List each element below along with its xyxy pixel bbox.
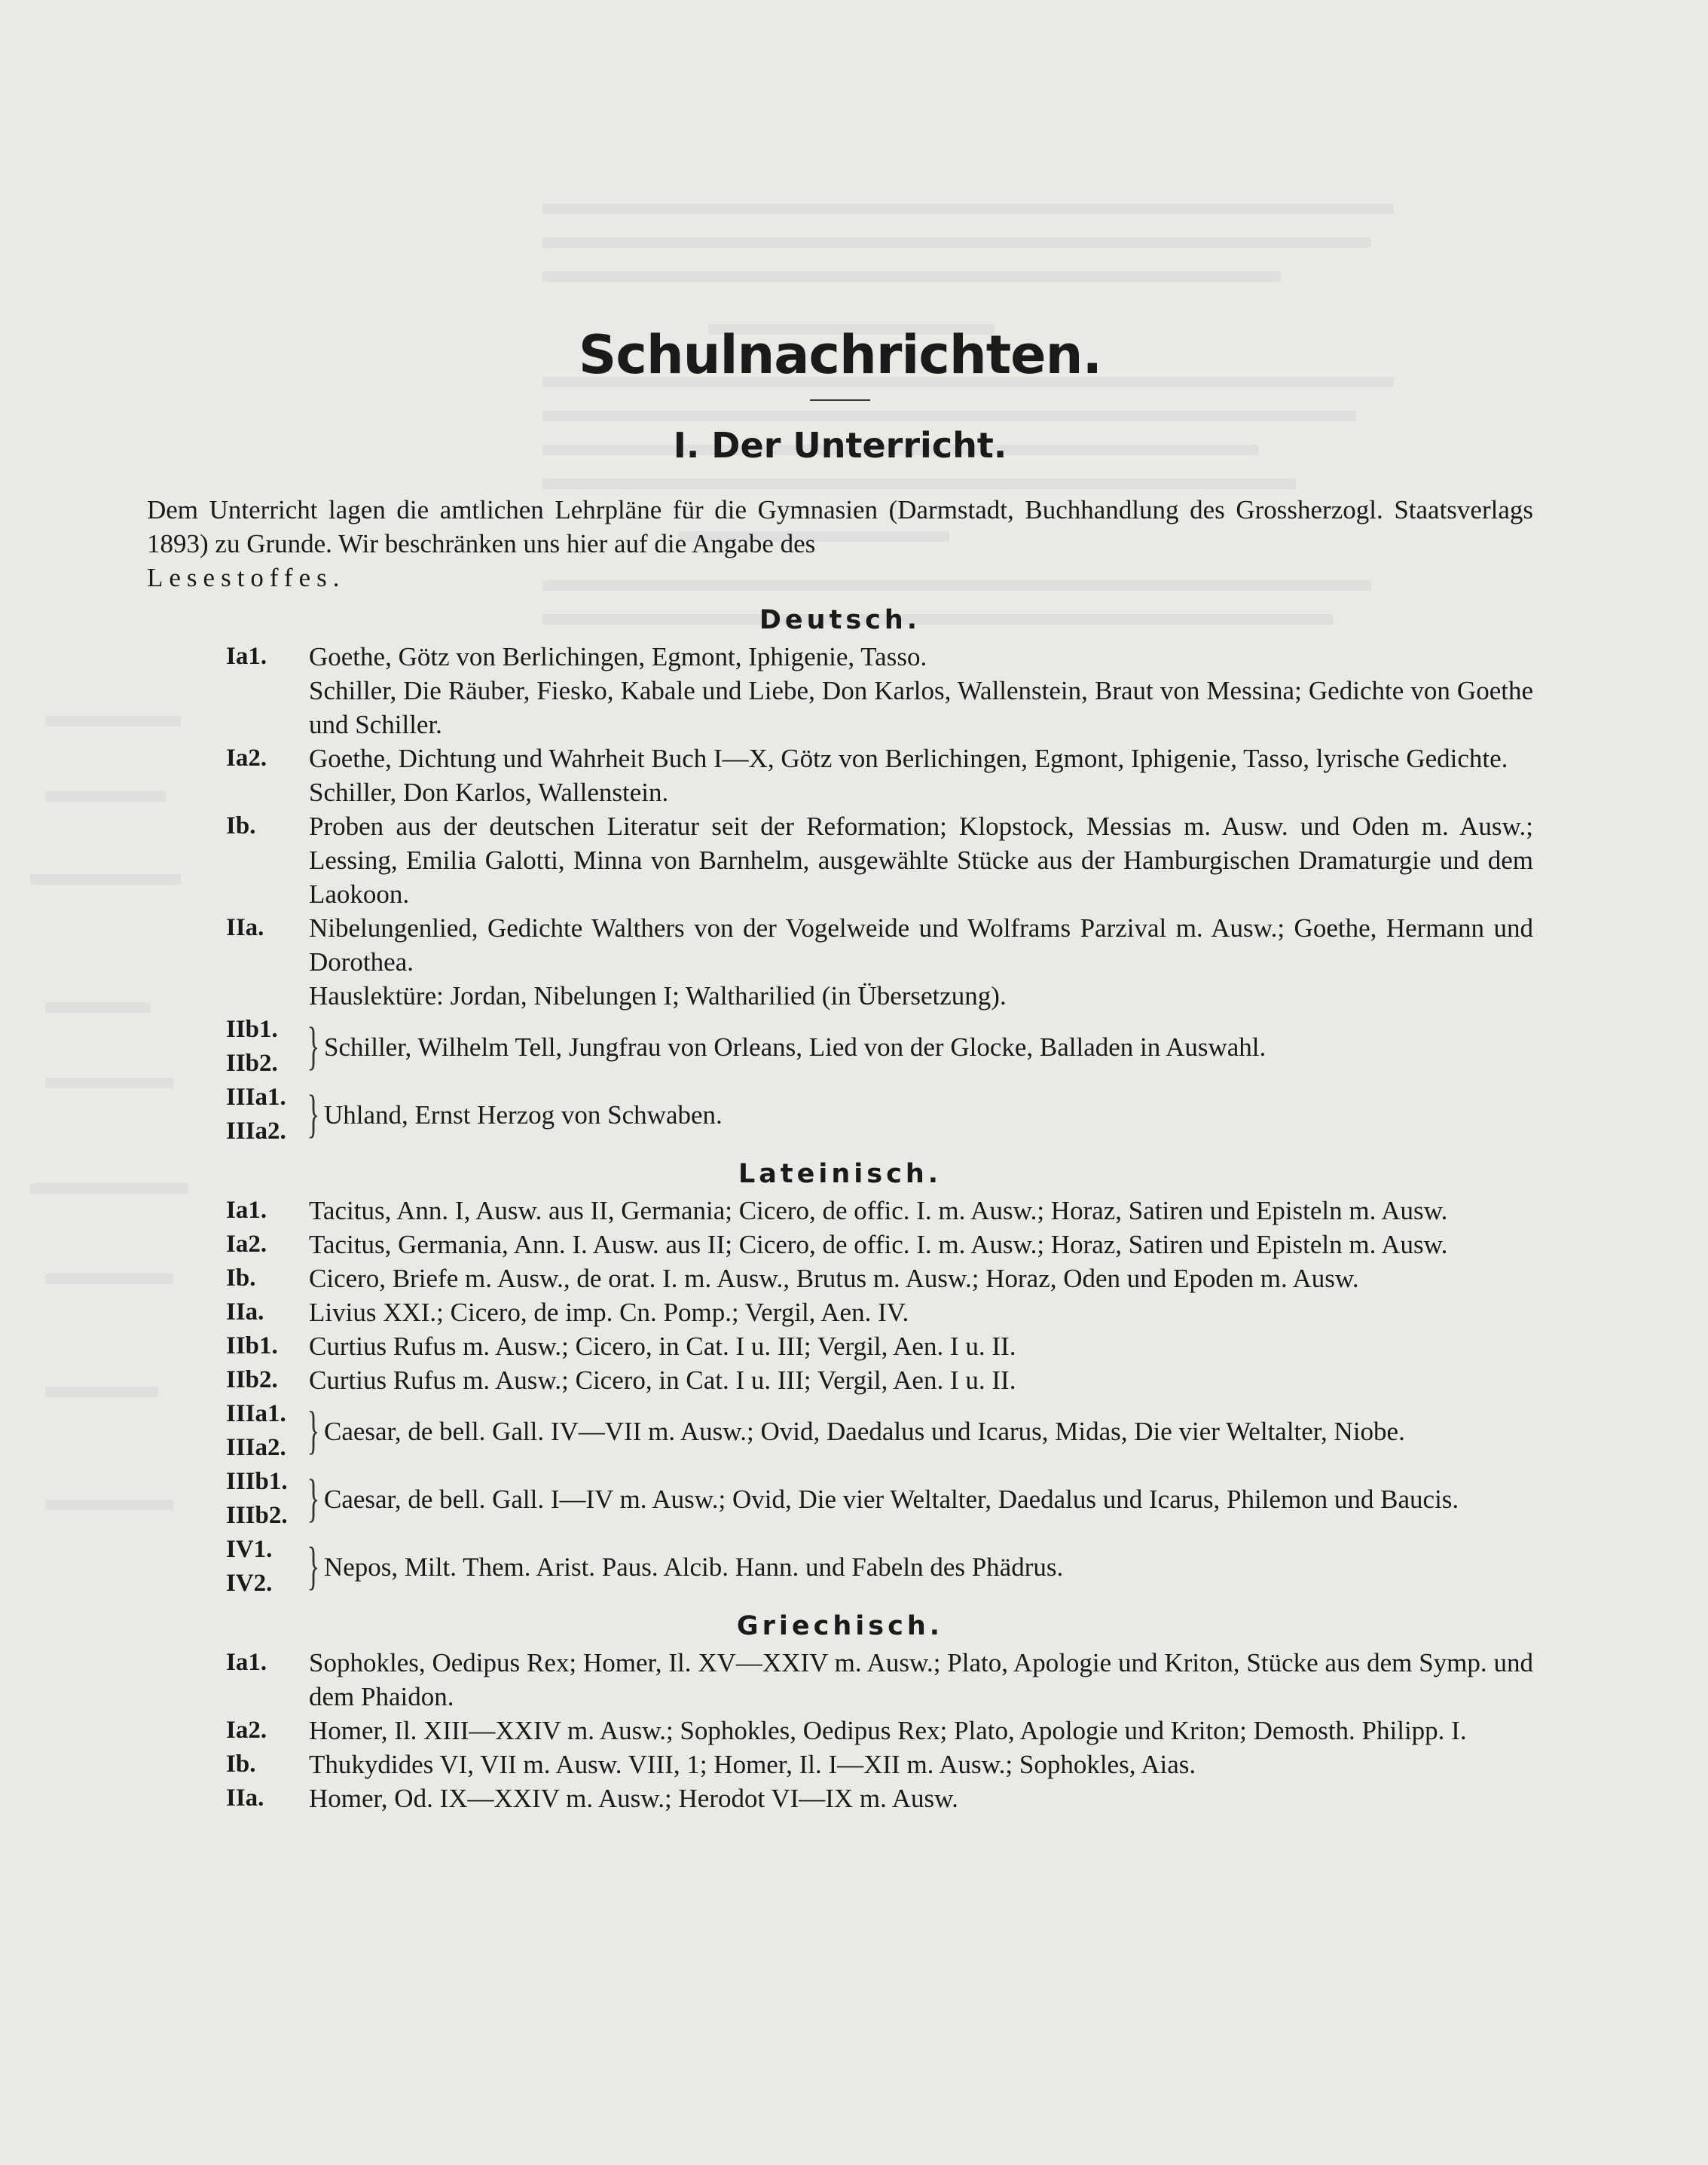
reading-text: Proben aus der deutschen Literatur seit der Reformation; Klopstock, Messias m. Ausw. und Oden m. Ausw.; Lessing, Emilia Galotti, Minna von Barnhelm, ausgewählte Stücke aus der Hamburgischen Dramaturgie und dem Laokoon. [309, 812, 1533, 909]
class-label: Ib. [226, 1264, 256, 1292]
class-label: Ia2. [226, 1231, 267, 1258]
list-item [147, 640, 1533, 674]
reading-text: Schiller, Die Räuber, Fiesko, Kabale und Liebe, Don Karlos, Wallenstein, Braut von Messina; Gedichte von Goethe und Schiller. [309, 676, 1533, 739]
list-item [147, 775, 1533, 809]
list-item-group [147, 1465, 1533, 1533]
intro-paragraph [147, 493, 1533, 595]
list-item [147, 1295, 1533, 1329]
brace-icon: } [307, 1017, 320, 1075]
class-label: IV1. [226, 1536, 273, 1563]
brace-icon: } [307, 1537, 320, 1595]
reading-text: Nibelungenlied, Gedichte Walthers von der Vogelweide und Wolframs Parzival m. Ausw.; Goethe, Hermann und Dorothea. [309, 913, 1533, 977]
reading-text: Thukydides VI, VII m. Ausw. VIII, 1; Homer, Il. I—XII m. Ausw.; Sophokles, Aias. [309, 1750, 1196, 1779]
reading-text: Homer, Il. XIII—XXIV m. Ausw.; Sophokles, Oedipus Rex; Plato, Apologie und Kriton; Demosth. Philipp. I. [309, 1716, 1467, 1745]
reading-text: Tacitus, Germania, Ann. I. Ausw. aus II; Cicero, de offic. I. m. Ausw.; Horaz, Satiren und Episteln m. Ausw. [309, 1230, 1448, 1259]
list-item [147, 979, 1533, 1013]
reading-text: Uhland, Ernst Herzog von Schwaben. [324, 1099, 723, 1130]
class-label: IIIa1. [226, 1084, 286, 1111]
class-label: IIb1. [226, 1332, 278, 1359]
reading-text: Schiller, Wilhelm Tell, Jungfrau von Orleans, Lied von der Glocke, Balladen in Auswahl. [324, 1032, 1266, 1062]
list-item [147, 809, 1533, 911]
class-label: IV2. [226, 1570, 273, 1597]
title-rule [810, 399, 870, 401]
list-item-group [147, 1397, 1533, 1465]
brace-icon: } [307, 1469, 320, 1527]
main-content [147, 324, 1533, 1815]
class-label: Ia1. [226, 1197, 267, 1224]
class-label: Ia2. [226, 745, 267, 772]
list-item [147, 742, 1533, 775]
class-label: Ib. [226, 812, 256, 839]
list-item [147, 1781, 1533, 1815]
list-item [147, 674, 1533, 742]
reading-text: Schiller, Don Karlos, Wallenstein. [309, 778, 669, 807]
subject-heading-deutsch: Deutsch. [759, 605, 921, 635]
reading-text: Sophokles, Oedipus Rex; Homer, Il. XV—XXIV m. Ausw.; Plato, Apologie und Kriton, Stücke aus dem Symp. und dem Phaidon. [309, 1648, 1533, 1711]
class-label: Ia1. [226, 643, 267, 670]
list-item-group [147, 1081, 1533, 1148]
list-item [147, 1714, 1533, 1748]
class-label: IIb2. [226, 1366, 278, 1393]
intro-spaced-word: Lesestoffes. [147, 563, 346, 592]
subject-heading-latein: Lateinisch. [738, 1159, 943, 1189]
reading-text: Goethe, Dichtung und Wahrheit Buch I—X, Götz von Berlichingen, Egmont, Iphigenie, Tasso, lyrische Gedichte. [309, 744, 1508, 773]
reading-text: Tacitus, Ann. I, Ausw. aus II, Germania; Cicero, de offic. I. m. Ausw.; Horaz, Satiren und Episteln m. Ausw. [309, 1196, 1448, 1225]
list-item [147, 1329, 1533, 1363]
reading-text: Cicero, Briefe m. Ausw., de orat. I. m. Ausw., Brutus m. Ausw.; Horaz, Oden und Epoden m. Ausw. [309, 1264, 1359, 1293]
reading-text: Curtius Rufus m. Ausw.; Cicero, in Cat. I u. III; Vergil, Aen. I u. II. [309, 1365, 1016, 1395]
class-label: IIIb2. [226, 1502, 288, 1529]
class-label: IIb2. [226, 1050, 278, 1077]
page-title: Schulnachrichten. [578, 324, 1102, 386]
reading-text: Hauslektüre: Jordan, Nibelungen I; Waltharilied (in Übersetzung). [309, 981, 1007, 1011]
class-label: IIb1. [226, 1016, 278, 1043]
class-label: IIa. [226, 1784, 264, 1812]
reading-text: Nepos, Milt. Them. Arist. Paus. Alcib. Hann. und Fabeln des Phädrus. [324, 1552, 1064, 1582]
class-label: IIIb1. [226, 1468, 288, 1495]
reading-text: Caesar, de bell. Gall. IV—VII m. Ausw.; Ovid, Daedalus und Icarus, Midas, Die vier Weltalter, Niobe. [324, 1416, 1405, 1446]
class-label: IIa. [226, 1298, 264, 1326]
class-label: IIa. [226, 914, 264, 941]
reading-text: Livius XXI.; Cicero, de imp. Cn. Pomp.; Vergil, Aen. IV. [309, 1298, 909, 1327]
list-item [147, 1228, 1533, 1261]
brace-icon: } [307, 1402, 320, 1460]
class-label: IIIa2. [226, 1118, 286, 1145]
list-item [147, 1261, 1533, 1295]
list-item [147, 911, 1533, 979]
list-item [147, 1194, 1533, 1228]
reading-text: Goethe, Götz von Berlichingen, Egmont, Iphigenie, Tasso. [309, 642, 927, 671]
list-item-group [147, 1013, 1533, 1081]
reading-text: Caesar, de bell. Gall. I—IV m. Ausw.; Ovid, Die vier Weltalter, Daedalus und Icarus, Philemon und Baucis. [324, 1484, 1459, 1514]
list-item [147, 1363, 1533, 1397]
reading-text: Homer, Od. IX—XXIV m. Ausw.; Herodot VI—IX m. Ausw. [309, 1784, 958, 1813]
list-item [147, 1646, 1533, 1714]
list-item-group [147, 1533, 1533, 1601]
intro-text: Dem Unterricht lagen die amtlichen Lehrpläne für die Gymnasien (Darmstadt, Buchhandlung des Grossherzogl. Staatsverlags 1893) zu Grunde. Wir beschränken uns hier auf die Angabe des [147, 495, 1533, 558]
list-item [147, 1748, 1533, 1781]
class-label: IIIa1. [226, 1400, 286, 1427]
class-label: Ib. [226, 1751, 256, 1778]
subject-heading-griechisch: Griechisch. [736, 1611, 944, 1641]
class-label: Ia1. [226, 1649, 267, 1676]
class-label: IIIa2. [226, 1434, 286, 1461]
section-heading: I. Der Unterricht. [673, 425, 1007, 466]
reading-text: Curtius Rufus m. Ausw.; Cicero, in Cat. I u. III; Vergil, Aen. I u. II. [309, 1332, 1016, 1361]
class-label: Ia2. [226, 1717, 267, 1744]
brace-icon: } [307, 1085, 320, 1143]
